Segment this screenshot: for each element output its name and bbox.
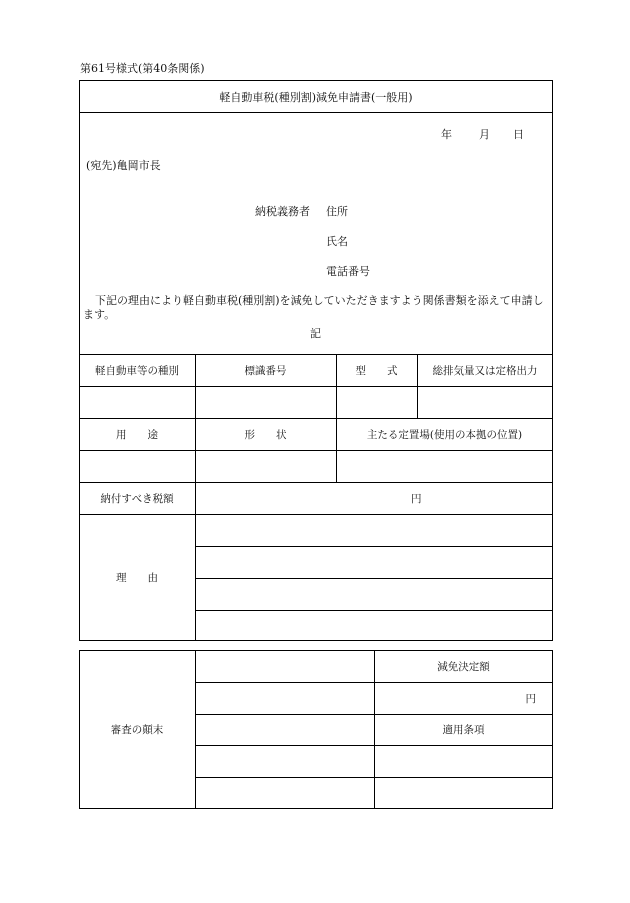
- review-field-5[interactable]: [196, 778, 373, 808]
- main-location-field[interactable]: [337, 451, 552, 481]
- header-shape: 形 状: [244, 428, 287, 441]
- header-model: 型 式: [355, 364, 398, 377]
- form-title-cell: [79, 80, 553, 113]
- divider: [79, 112, 553, 113]
- reason-line-2[interactable]: [196, 547, 552, 577]
- form-number: 第61号様式(第40条関係): [80, 62, 205, 75]
- plate-number-field[interactable]: [196, 387, 335, 417]
- shape-field[interactable]: [196, 451, 335, 481]
- usage-field[interactable]: [80, 451, 194, 481]
- header-usage: 用 途: [116, 428, 158, 441]
- taxpayer-label: 納税義務者: [255, 205, 310, 218]
- header-vehicle-type: 軽自動車等の種別: [95, 364, 179, 377]
- review-label: 審査の顛末: [110, 724, 164, 736]
- ki-label: 記: [310, 327, 321, 340]
- header-plate-number: 標識番号: [244, 364, 287, 377]
- date-year-label: 年: [441, 128, 452, 141]
- taxpayer-address-label: 住所: [326, 205, 348, 218]
- header-main-location: 主たる定置場(使用の本拠の位置): [366, 428, 523, 441]
- applicable-clause-label: 適用条項: [442, 724, 485, 736]
- form-title: 軽自動車税(種別割)減免申請書(一般用): [219, 90, 413, 104]
- review-field-2[interactable]: [196, 683, 373, 713]
- review-field-3[interactable]: [196, 715, 373, 744]
- taxpayer-phone-label: 電話番号: [326, 265, 370, 278]
- applicable-clause-field-2[interactable]: [375, 778, 552, 808]
- reason-line-3[interactable]: [196, 579, 552, 609]
- date-day-label: 日: [513, 128, 524, 141]
- header-displacement: 総排気量又は定格出力: [432, 364, 538, 377]
- review-field-4[interactable]: [196, 746, 373, 776]
- model-field[interactable]: [337, 387, 416, 417]
- vehicle-type-field[interactable]: [80, 387, 194, 417]
- date-month-label: 月: [479, 128, 490, 141]
- reason-line-4[interactable]: [196, 611, 552, 640]
- displacement-field[interactable]: [418, 387, 552, 417]
- reason-label: 理 由: [116, 572, 158, 584]
- exemption-amount-label: 減免決定額: [437, 660, 490, 673]
- exemption-amount-unit: 円: [525, 692, 536, 705]
- tax-amount-label: 納付すべき税額: [100, 492, 174, 505]
- request-text: 下記の理由により軽自動車税(種別割)を減免していただきますよう関係書類を添えて申請します。: [83, 294, 544, 321]
- reason-line-1[interactable]: [196, 515, 552, 545]
- taxpayer-name-label: 氏名: [326, 235, 348, 248]
- review-field-1[interactable]: [196, 651, 373, 681]
- tax-amount-field[interactable]: [196, 483, 552, 513]
- exemption-amount-field[interactable]: [375, 683, 552, 713]
- addressee: (宛先)亀岡市長: [86, 159, 161, 172]
- applicable-clause-field-1[interactable]: [375, 746, 552, 776]
- tax-amount-unit: 円: [411, 492, 422, 505]
